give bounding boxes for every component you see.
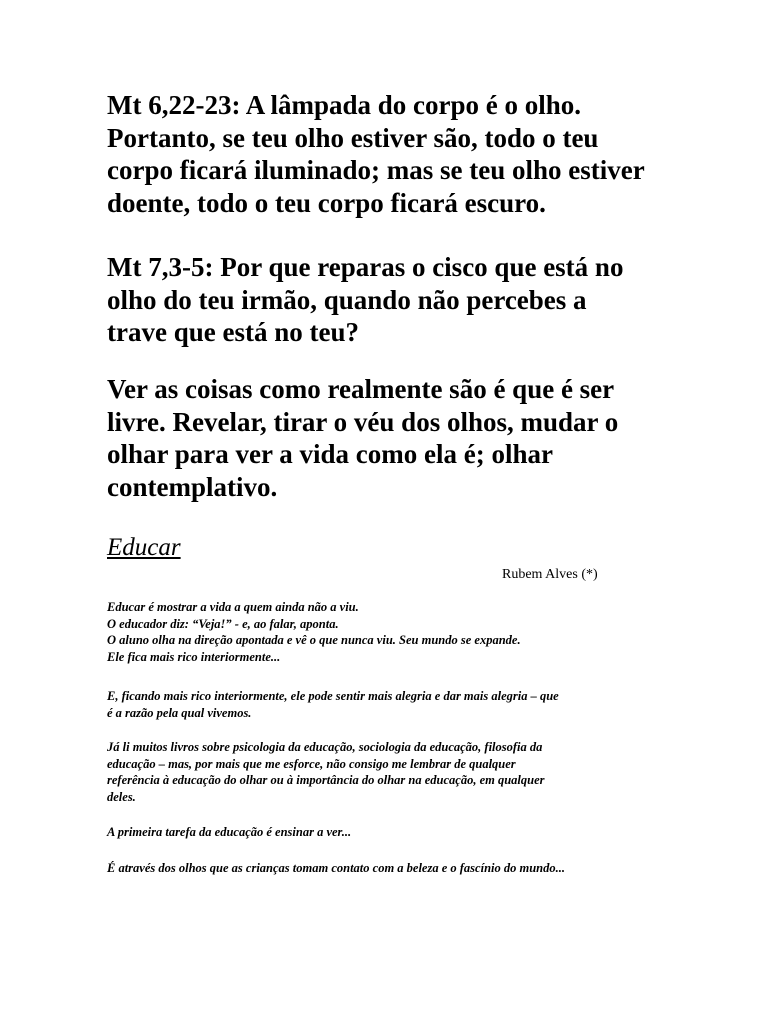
text-line: referência à educação do olhar ou à importância do olhar na educação, em qualquer bbox=[107, 773, 545, 787]
article-author: Rubem Alves (*) bbox=[502, 567, 598, 582]
text-line: Mt 6,22-23: A lâmpada do corpo é o olho. bbox=[107, 90, 582, 120]
text-line: Portanto, se teu olho estiver são, todo o teu bbox=[107, 122, 599, 153]
text-line: Ele fica mais rico interiormente... bbox=[107, 649, 281, 664]
text-line: Mt 7,3-5: Por que reparas o cisco que está no bbox=[107, 252, 624, 282]
article-paragraph bbox=[107, 599, 667, 665]
text-line: educação – mas, por mais que me esforce, não consigo me lembrar de qualquer bbox=[107, 756, 516, 771]
text-line: O educador diz: “Veja!” - e, ao falar, aponta. bbox=[107, 616, 339, 631]
article-paragraph bbox=[107, 824, 667, 841]
text-line: contemplativo. bbox=[107, 471, 278, 502]
text-line: Já li muitos livros sobre psicologia da educação, sociologia da educação, filosofia da bbox=[107, 740, 543, 754]
verse-matthew-6 bbox=[107, 89, 747, 219]
text-line: corpo ficará iluminado; mas se teu olho estiver bbox=[107, 155, 645, 185]
article-paragraph bbox=[107, 688, 667, 721]
text-line: livre. Revelar, tirar o véu dos olhos, mudar o bbox=[107, 406, 619, 437]
text-line: O aluno olha na direção apontada e vê o que nunca viu. Seu mundo se expande. bbox=[107, 633, 521, 647]
verse-matthew-7 bbox=[107, 251, 747, 349]
text-line: é a razão pela qual vivemos. bbox=[107, 705, 252, 720]
article-paragraph bbox=[107, 739, 667, 805]
text-line: É através dos olhos que as crianças tomam contato com a beleza e o fascínio do mundo... bbox=[107, 861, 565, 875]
text-line: olho do teu irmão, quando não percebes a bbox=[107, 284, 587, 315]
text-line: A primeira tarefa da educação é ensinar a ver... bbox=[107, 825, 352, 839]
text-line: Educar é mostrar a vida a quem ainda não a viu. bbox=[107, 600, 359, 614]
text-line: E, ficando mais rico interiormente, ele pode sentir mais alegria e dar mais alegria – que bbox=[107, 689, 559, 703]
text-line: trave que está no teu? bbox=[107, 317, 359, 347]
text-line: deles. bbox=[107, 789, 136, 804]
text-line: doente, todo o teu corpo ficará escuro. bbox=[107, 187, 546, 218]
text-line: Ver as coisas como realmente são é que é ser bbox=[107, 374, 615, 404]
article-paragraph bbox=[107, 860, 667, 877]
reflection-paragraph bbox=[107, 373, 747, 503]
article-title: Educar bbox=[107, 534, 181, 561]
text-line: olhar para ver a vida como ela é; olhar bbox=[107, 439, 553, 469]
